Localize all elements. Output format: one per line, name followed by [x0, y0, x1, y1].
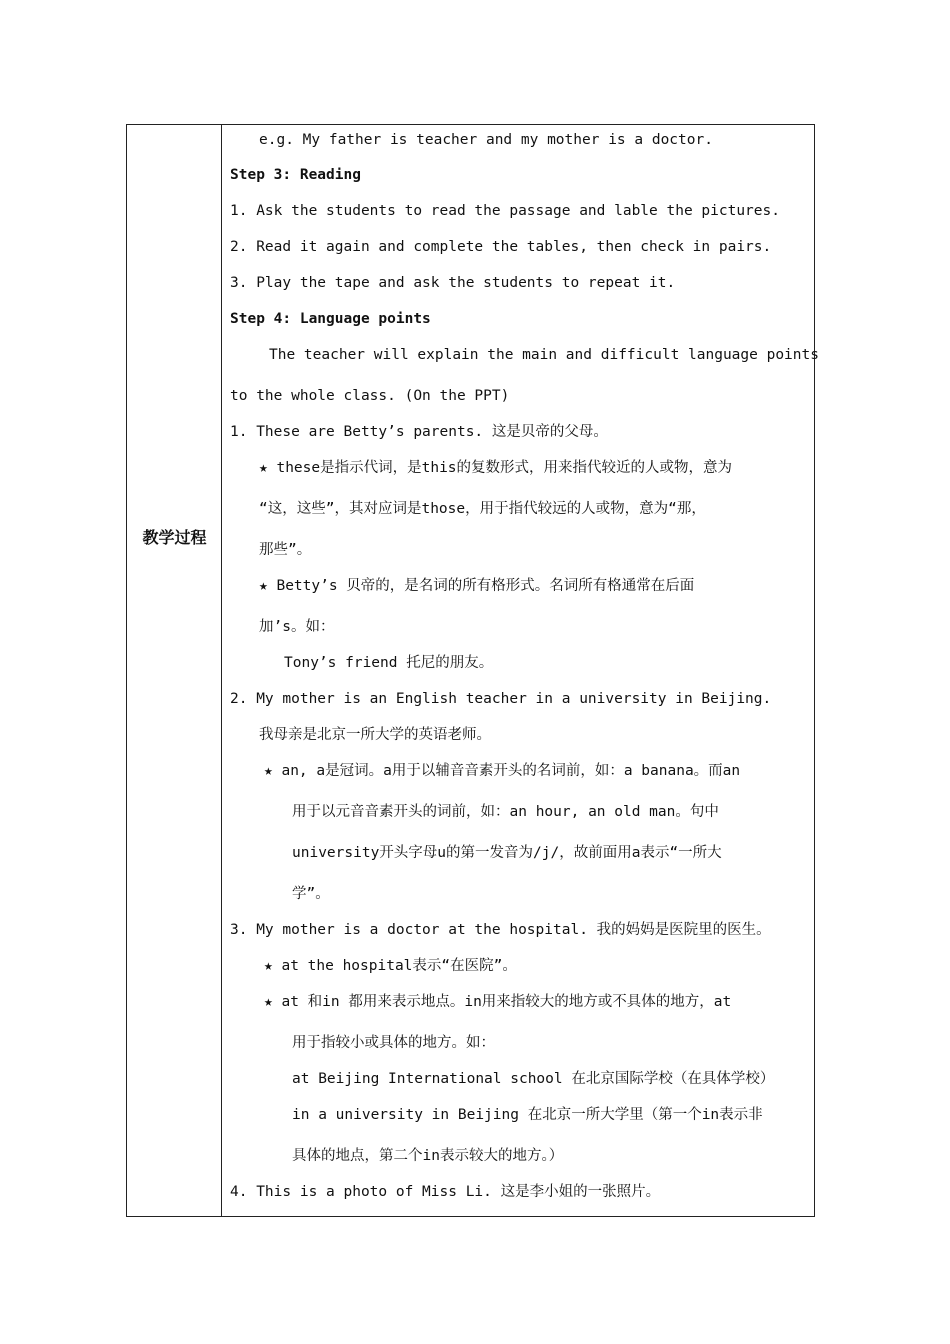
content-line: 3. Play the tape and ask the students to repeat it.	[230, 275, 676, 291]
step-heading: Step 3: Reading	[230, 167, 361, 183]
content-line: 4. This is a photo of Miss Li. 这是李小姐的一张照片。	[230, 1184, 661, 1200]
step-heading: Step 4: Language points	[230, 311, 431, 327]
content-cell	[222, 125, 819, 1216]
content-line: at Beijing International school 在北京国际学校（在具体学校）	[292, 1071, 775, 1087]
content-line: The teacher will explain the main and difficult language points	[269, 347, 819, 363]
content-line: 我母亲是北京一所大学的英语老师。	[259, 727, 491, 743]
content-line: 2. Read it again and complete the tables, then check in pairs.	[230, 239, 772, 255]
content-line: Tony’s friend 托尼的朋友。	[284, 655, 494, 671]
content-line: to the whole class. (On the PPT)	[230, 388, 510, 404]
section-label: 教学过程	[142, 528, 207, 547]
content-line: 用于以元音音素开头的词前，如：an hour, an old man。句中	[292, 804, 719, 820]
content-line: ★ an, a是冠词。a用于以辅音音素开头的名词前，如：a banana。而an	[264, 763, 741, 779]
content-line: university开头字母u的第一发音为/j/，故前面用a表示“一所大	[292, 845, 722, 861]
content-line: ★ these是指示代词，是this的复数形式，用来指代较近的人或物，意为	[259, 460, 733, 476]
content-line: 2. My mother is an English teacher in a university in Beijing.	[230, 691, 772, 707]
content-line: 1. Ask the students to read the passage and lable the pictures.	[230, 203, 780, 219]
content-line: 那些”。	[259, 542, 312, 558]
content-line: ★ Betty’s 贝帝的，是名词的所有格形式。名词所有格通常在后面	[259, 578, 695, 594]
content-line: e.g. My father is teacher and my mother is a doctor.	[259, 132, 713, 148]
content-line: ★ at the hospital表示“在医院”。	[264, 958, 517, 974]
lesson-table	[126, 124, 819, 1217]
content-line: 具体的地点，第二个in表示较大的地方。）	[292, 1148, 564, 1164]
content-line: 学”。	[292, 886, 330, 902]
content-line: ★ at 和in 都用来表示地点。in用来指较大的地方或不具体的地方，at	[264, 994, 732, 1010]
content-line: in a university in Beijing 在北京一所大学里（第一个in表示非	[292, 1107, 763, 1123]
content-line: “这，这些”，其对应词是those，用于指代较远的人或物，意为“那，	[259, 501, 706, 517]
section-label-cell	[127, 125, 222, 1216]
content-line: 1. These are Betty’s parents. 这是贝帝的父母。	[230, 424, 608, 440]
content-line: 用于指较小或具体的地方。如：	[292, 1035, 495, 1051]
content-line: 加’s。如：	[259, 619, 335, 635]
content-line: 3. My mother is a doctor at the hospital. 我的妈妈是医院里的医生。	[230, 922, 771, 938]
